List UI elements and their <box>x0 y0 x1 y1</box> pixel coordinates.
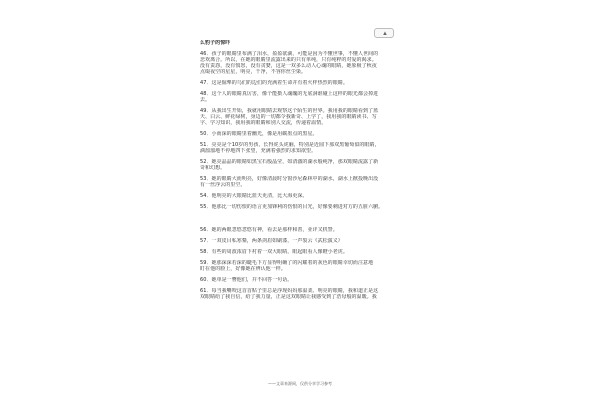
text-line: 盯在他的脸上，好像她在辨认他一样。 <box>200 266 286 272</box>
text-line: 去。 <box>200 97 211 103</box>
text-line: 53．她的眼睛大而明亮，好像清晨时分窗沙尼森林中的湖水，湖水上掀投晚出没 <box>200 176 379 182</box>
text-line: 52．她亮晶晶的眼睛如黑宝石般晶莹，如清澈的湖水般纯净，那双眼睛流露了新 <box>200 159 379 165</box>
page-marker-button[interactable] <box>374 28 394 38</box>
text-line: 点缀夜空的星星，明亮，干净，不容你丝尘染。 <box>200 69 307 75</box>
text-line: 悲欢离合。所以，在她的眼睛里流露出来的只有单纯，只有纯粹的对爱的渴求。 <box>200 57 377 63</box>
text-line: 50．小而深的眼睛里着幽光，像是用碳墨点的黑星。 <box>200 131 318 137</box>
page-marker-icon: ▲ <box>382 31 388 37</box>
text-line: 有一丝浮云的里空。 <box>200 182 246 188</box>
text-line: 55．他那比一切伤恨的语言更加锋利的伤恨的目光，好像要刺进对方的五脏六腑。 <box>200 204 384 210</box>
text-line: 57．一双皮目私寒鍪，两条剑眉如刷漆，一声裂云《武松演义》 <box>200 238 343 244</box>
document-body <box>200 40 396 300</box>
text-line: 滴溜溜地不停地四下张望，充满着强烈的求知欲望。 <box>200 148 317 154</box>
text-line: 51．亮亮是个10岁的男孩，长得虎头虎脑，特别是近圆下那双黑葡萄似的眼睛， <box>200 142 380 148</box>
text-line: 双眼睛给了我自信，给了我力量，正是这双眼睛让我感受到了浩母般的温暖。我 <box>200 294 377 300</box>
text-line: 46．孩子的眼睛里布满了泪水，盈盈欲滴，可能是因为不懂世事，不懂人世间的 <box>200 51 379 57</box>
text-line: 56．她的两眼忽悠忽悠有神，看去是那样和善，业详又机警。 <box>200 227 338 233</box>
text-line: 49．从我出生开始，我就用眼睛去观察这个陌生的世界。我用我的眼睛看到了蓝 <box>200 108 379 114</box>
document-title: 么豹子的惊吓 <box>200 40 231 46</box>
text-line: 47．这是倔犟的乌们的边们的充满着生命并有着火样热烈的眼睛。 <box>200 80 348 86</box>
text-line: 54．他明亮的大眼睛比蓝天更清，比大海更深。 <box>200 193 308 199</box>
text-line: 奇和幻想。 <box>200 165 226 171</box>
text-line: 58．有些的周波浓眉下衬着一双大眼睛，眼起眼看人像瞪小老虎。 <box>200 249 348 255</box>
text-line: 60．她单是一瞥他们，并不回答一句话。 <box>200 277 293 283</box>
text-line: 没有责怨，没有愤怒，没有贪婪，这是一双多么动人心魂的眼睛，她象极了秋夜 <box>200 63 377 69</box>
text-line: 天、白云、鲜花绿树，身边的一切都令我新奇、上学了，我用我的眼睛读书、写 <box>200 114 377 120</box>
text-line: 字、学习知识，我用我的眼睛和别人交流，传递着温情。 <box>200 120 327 126</box>
text-line: 61．每当我嘴咬这首首贴子里总是浮现妈妈那温柔、明亮的眼睛，我和道正是这 <box>200 288 379 294</box>
page-footer: ——文章来源网，仅供分享学习参考 <box>268 381 332 386</box>
text-line: 59．她那深深若深的睫毛下方显得明确了的闪耀着的灰色的眼睛幸切而注意地 <box>200 260 374 266</box>
text-line: 48．这个人的眼睛真厉害，像个能摄人魂魄的无底洞谁碰上这样的眼光都会掉进 <box>200 91 379 97</box>
